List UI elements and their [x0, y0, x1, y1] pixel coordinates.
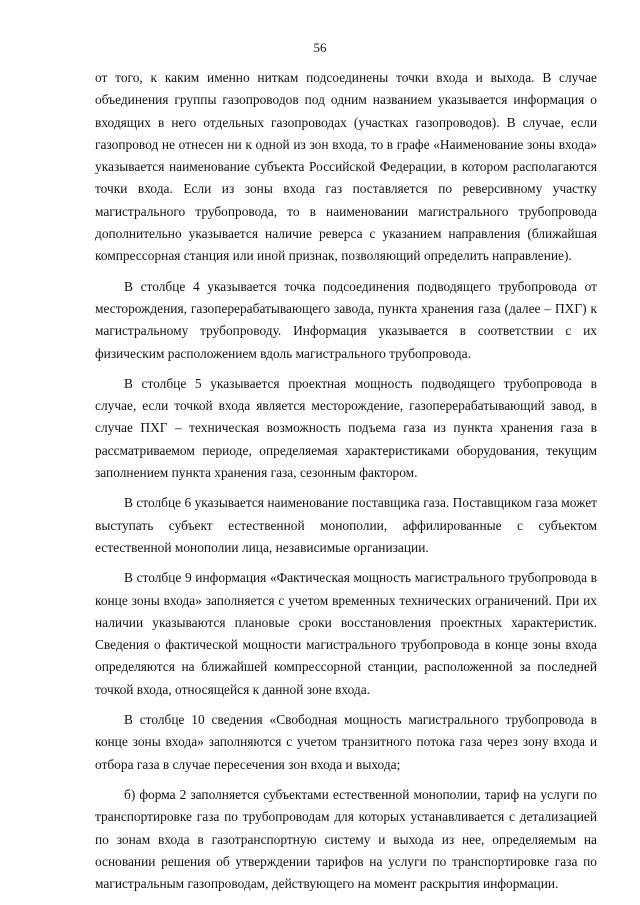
paragraph-column-10: В столбце 10 сведения «Свободная мощность магистрального трубопровода в конце зоны входа» заполняются с учетом транзитного потока газа через зону входа и отбора газа в случае пересечения зон входа и выхода;	[95, 712, 597, 772]
page-number: 56	[313, 40, 327, 55]
document-body	[95, 67, 597, 903]
paragraph-continuation: от того, к каким именно ниткам подсоединены точки входа и выхода. В случае объединения группы газопроводов под одним названием указывается информация о входящих в него отдельных газопроводах (участках газопроводов). В случае, если газопровод не отнесен ни к одной из зон входа, то в графе «Наименование зоны входа» указывается наименование субъекта Российской Федерации, в котором располагаются точки входа. Если из зоны входа газ поставляется по реверсивному участку магистрального трубопровода, то в наименовании магистрального трубопровода дополнительно указывается наличие реверса с указанием направления (ближайшая компрессорная станция или иной признак, позволяющий определить направление).	[95, 70, 597, 264]
paragraph-form-2: б) форма 2 заполняется субъектами естественной монополии, тариф на услуги по транспортировке газа по трубопроводам для которых устанавливается с детализацией по зонам входа в газотранспортную систему и выхода из нее, определяемым на основании решения об утверждении тарифов на услуги по транспортировке газа по магистральным газопроводам, действующего на момент раскрытия информации.	[95, 786, 597, 892]
paragraph-column-9: В столбце 9 информация «Фактическая мощность магистрального трубопровода в конце зоны входа» заполняется с учетом временных технических ограничений. При их наличии указываются плановые сроки восстановления проектных характеристик. Сведения о фактической мощности магистрального трубопровода в конце зоны входа определяются на ближайшей компрессорной станции, расположенной за последней точкой входа, относящейся к данной зоне входа.	[95, 570, 597, 697]
paragraph-column-5: В столбце 5 указывается проектная мощность подводящего трубопровода в случае, если точкой входа является месторождение, газоперерабатывающий завод, в случае ПХГ – техническая возможность подъема газа из пункта хранения газа в рассматриваемом периоде, определяемая характеристиками оборудования, текущим заполнением пункта хранения газа, сезонным фактором.	[95, 375, 597, 481]
paragraph-column-6: В столбце 6 указывается наименование поставщика газа. Поставщиком газа может выступать субъект естественной монополии, аффилированные с субъектом естественной монополии лица, независимые организации.	[95, 495, 597, 555]
paragraph-column-4: В столбце 4 указывается точка подсоединения подводящего трубопровода от месторождения, газоперерабатывающего завода, пункта хранения газа (далее – ПХГ) к магистральному трубопроводу. Информация указывается в соответствии с их физическим расположением вдоль магистрального трубопровода.	[95, 278, 597, 361]
